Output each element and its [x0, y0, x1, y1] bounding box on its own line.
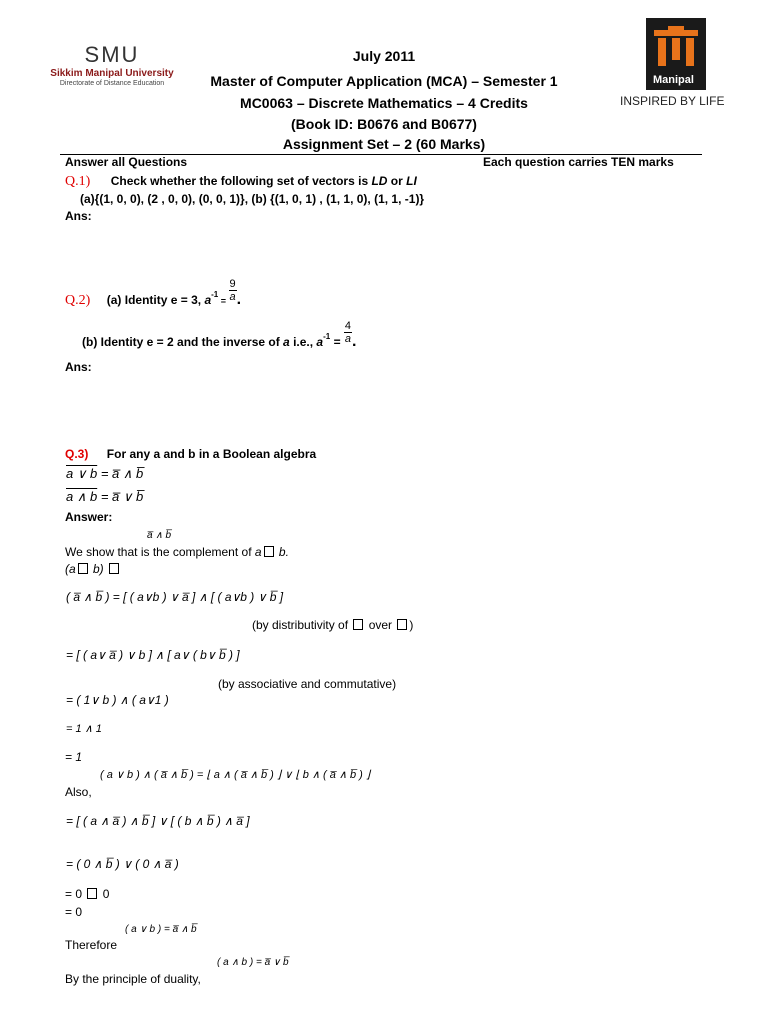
question-3-text: For any a and b in a Boolean algebra: [106, 447, 317, 461]
duality-label: By the principle of duality,: [65, 972, 201, 986]
show-statement: [65, 545, 289, 559]
law-2-rhs: = a̅ ∨ b̅: [97, 489, 144, 504]
proof-step-8: = ( 0 ∧ b̅ ) ∨ ( 0 ∧ a̅ ): [66, 857, 179, 871]
question-2b-text: (b) Identity e = 2 and the inverse of: [82, 334, 284, 349]
header-course: MC0063 – Discrete Mathematics – 4 Credits: [240, 95, 528, 111]
proof-step-4: = 1 ∧ 1: [66, 723, 102, 735]
de-morgan-law-1: [66, 466, 143, 482]
proof-step-9: [65, 887, 109, 901]
show-statement-text: We show that is the complement of: [65, 545, 255, 559]
smu-logo-name: Sikkim Manipal University: [50, 68, 174, 79]
proof-step-1: ( a̅ ∧ b̅ ) = [ ( a∨b ) ∨ a̅ ] ∧ [ ( a∨b ) ∨ b̅ ]: [66, 590, 284, 604]
answer-heading: Answer:: [65, 510, 113, 524]
question-1-vector-sets: (a){(1, 0, 0), (2 , 0, 0), (0, 0, 1)}, (b) {(1, 0, 1) , (1, 1, 0), (1, 1, -1)}: [80, 192, 425, 206]
question-2b-var2: a: [316, 334, 324, 349]
smu-logo-mark: SMU: [84, 42, 140, 67]
distributivity-note: [252, 618, 413, 632]
complement-expression: a̅ ∧ b̅: [147, 530, 171, 541]
missing-glyph-icon: [353, 619, 363, 630]
question-2a-eq: =: [218, 295, 229, 306]
missing-glyph-icon: [397, 619, 407, 630]
question-2a-text: (a) Identity e = 3,: [106, 292, 205, 307]
manipal-tagline: INSPIRED BY LIFE: [620, 94, 725, 108]
show-statement-a: a: [254, 545, 262, 559]
header-program: Master of Computer Application (MCA) – Semester 1: [210, 73, 558, 89]
missing-glyph-icon: [78, 563, 88, 574]
header-assignment-set: Assignment Set – 2 (60 Marks): [282, 136, 486, 152]
question-2a: Q.2) $_{(a) Identity e = 3,}$ $_a^{-1}$ $_=$ $\frac{9}{a}$ .: [65, 278, 242, 308]
associative-note: (by associative and commutative): [218, 677, 397, 691]
duality-equation: ( a ∧ b ) = a̅ ∨ b̅: [217, 957, 289, 968]
missing-glyph-icon: [87, 888, 97, 899]
question-2a-numerator: 9: [229, 278, 236, 290]
question-1-text: Check whether the following set of vectors is: [110, 174, 372, 188]
question-2b: $_{(b) Identity e = 2 and the inverse of}$ $_a$ $_{i.e.,}$ $_a^{-1}$ $_=$ $\frac{4}{a}$ .: [82, 320, 357, 350]
question-2b-sup: -1: [323, 332, 331, 342]
question-2b-numerator: 4: [344, 320, 352, 332]
question-2a-var: a: [204, 292, 212, 307]
question-2b-fraction: [344, 320, 352, 345]
instructions-right: Each question carries TEN marks: [483, 155, 674, 169]
header-book-id: (Book ID: B0676 and B0677): [291, 116, 477, 132]
law-1-rhs: = a̅ ∧ b̅: [97, 466, 144, 481]
de-morgan-law-2: [66, 489, 143, 505]
proof-step-7: = [ ( a ∧ a̅ ) ∧ b̅ ] ∨ [ ( b ∧ b̅ ) ∧ a̅ ]: [66, 814, 250, 828]
question-1-li: LI: [406, 174, 417, 188]
instructions-left: Answer all Questions: [65, 155, 188, 169]
proof-step-3: = ( 1∨ b ) ∧ ( a∨1 ): [66, 693, 169, 707]
question-2-label: Q.2): [65, 292, 91, 308]
question-1-ld: LD: [371, 174, 388, 188]
distributivity-note-end: ): [409, 618, 414, 632]
missing-glyph-icon: [264, 546, 274, 557]
proof-step-5: = 1: [65, 750, 83, 764]
question-2b-var: a: [283, 334, 290, 349]
distributivity-note-text: (by distributivity of: [252, 618, 352, 632]
also-label: Also,: [65, 785, 92, 799]
missing-glyph-icon: [109, 563, 119, 574]
therefore-label: Therefore: [65, 938, 118, 952]
ab-line-end: b): [89, 562, 108, 576]
proof-step-9-end: 0: [99, 887, 110, 901]
question-2a-denominator: a: [229, 291, 236, 303]
question-3: [65, 445, 316, 463]
question-1: [65, 172, 417, 190]
question-2b-denominator: a: [344, 333, 352, 345]
proof-step-9-start: = 0: [65, 887, 86, 901]
proof-step-10: = 0: [65, 905, 83, 919]
question-3-label: Q.3): [65, 447, 89, 461]
question-1-label: Q.1): [65, 174, 91, 189]
question-2b-eq: =: [330, 334, 344, 349]
proof-step-2: = [ ( a∨ a̅ ) ∨ b ] ∧ [ a∨ ( b∨ b̅ ) ]: [66, 648, 240, 662]
question-2b-text2: i.e.,: [289, 334, 317, 349]
ab-line-start: (a: [65, 562, 76, 576]
question-2a-sup: -1: [211, 290, 219, 300]
law-2-lhs: a ∧ b: [66, 489, 98, 504]
question-2-ans: Ans:: [65, 360, 92, 374]
proof-step-6: ( a ∨ b ) ∧ ( a̅ ∧ b̅ ) = ⌊ a ∧ ( a̅ ∧ b̅ ) ⌋ ∨ ⌊ b ∧ ( a̅ ∧ b̅ ) ⌋: [100, 769, 371, 781]
show-statement-b: b.: [275, 545, 289, 559]
therefore-equation: ( a ∨ b ) = a̅ ∧ b̅: [125, 924, 197, 935]
question-1-or: or: [387, 174, 407, 188]
header-date: July 2011: [352, 48, 416, 64]
smu-logo-subtitle: Directorate of Distance Education: [59, 80, 165, 87]
question-2a-fraction: [229, 278, 237, 303]
ab-line: [65, 562, 121, 576]
manipal-logo-name: Manipal: [653, 74, 694, 86]
question-1-ans: Ans:: [65, 209, 92, 223]
law-1-lhs: a ∨ b: [66, 466, 98, 481]
distributivity-note-over: over: [365, 618, 396, 632]
